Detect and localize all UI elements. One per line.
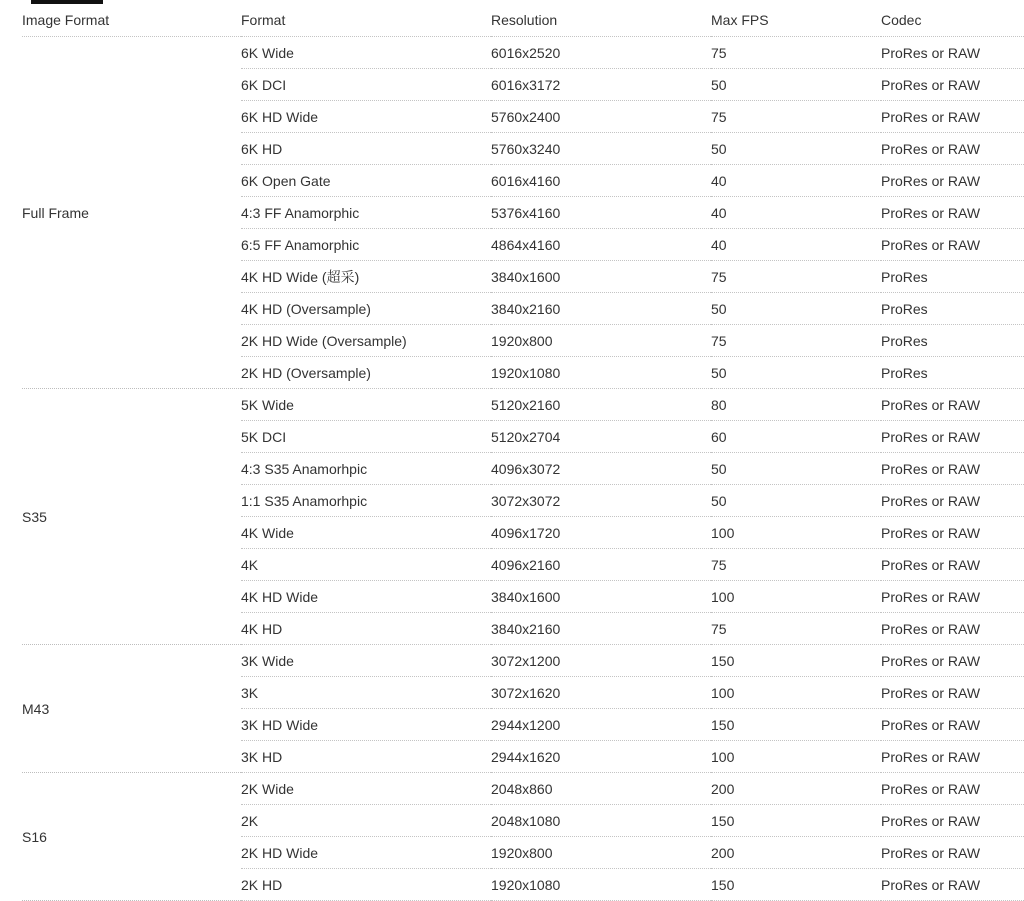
codec-cell: ProRes or RAW (881, 133, 1024, 165)
format-cell: 3K (241, 677, 491, 709)
codec-cell: ProRes or RAW (881, 485, 1024, 517)
resolution-cell: 6016x4160 (491, 165, 711, 197)
max-fps-cell: 50 (711, 293, 881, 325)
codec-cell: ProRes or RAW (881, 389, 1024, 421)
codec-cell: ProRes or RAW (881, 37, 1024, 69)
table-row (22, 37, 1024, 69)
max-fps-cell: 75 (711, 261, 881, 293)
resolution-cell: 1920x1080 (491, 357, 711, 389)
format-cell: 2K HD Wide (241, 837, 491, 869)
max-fps-cell: 40 (711, 229, 881, 261)
codec-cell: ProRes or RAW (881, 613, 1024, 645)
format-cell: 2K (241, 805, 491, 837)
format-cell: 6K DCI (241, 69, 491, 101)
resolution-cell: 3072x1620 (491, 677, 711, 709)
table-row (22, 773, 1024, 805)
resolution-cell: 3840x2160 (491, 293, 711, 325)
max-fps-cell: 40 (711, 165, 881, 197)
table-body (22, 37, 1024, 901)
max-fps-cell: 75 (711, 101, 881, 133)
max-fps-cell: 50 (711, 453, 881, 485)
format-cell: 5K Wide (241, 389, 491, 421)
header-row (22, 4, 1024, 37)
format-cell: 3K Wide (241, 645, 491, 677)
format-cell: 1:1 S35 Anamorhpic (241, 485, 491, 517)
format-cell: 4:3 S35 Anamorhpic (241, 453, 491, 485)
format-cell: 4K HD (241, 613, 491, 645)
image-format-group-cell: Full Frame (22, 37, 241, 389)
resolution-cell: 5760x2400 (491, 101, 711, 133)
format-cell: 4K HD (Oversample) (241, 293, 491, 325)
max-fps-cell: 150 (711, 805, 881, 837)
resolution-cell: 2048x1080 (491, 805, 711, 837)
resolution-cell: 4864x4160 (491, 229, 711, 261)
format-cell: 4K Wide (241, 517, 491, 549)
table-header (22, 4, 1024, 37)
codec-cell: ProRes or RAW (881, 869, 1024, 901)
table-row (22, 645, 1024, 677)
format-cell: 4K HD Wide (241, 581, 491, 613)
image-format-group-cell: M43 (22, 645, 241, 773)
format-cell: 5K DCI (241, 421, 491, 453)
codec-cell: ProRes or RAW (881, 709, 1024, 741)
codec-cell: ProRes or RAW (881, 101, 1024, 133)
codec-cell: ProRes or RAW (881, 645, 1024, 677)
resolution-cell: 3840x1600 (491, 261, 711, 293)
resolution-cell: 5376x4160 (491, 197, 711, 229)
format-cell: 6:5 FF Anamorphic (241, 229, 491, 261)
format-cell: 4K (241, 549, 491, 581)
format-cell: 6K HD Wide (241, 101, 491, 133)
resolution-cell: 3072x1200 (491, 645, 711, 677)
codec-cell: ProRes (881, 357, 1024, 389)
codec-cell: ProRes or RAW (881, 197, 1024, 229)
codec-cell: ProRes or RAW (881, 549, 1024, 581)
format-cell: 3K HD (241, 741, 491, 773)
resolution-cell: 4096x3072 (491, 453, 711, 485)
resolution-cell: 1920x800 (491, 325, 711, 357)
header-codec: Codec (881, 4, 1024, 37)
format-cell: 4K HD Wide (超采) (241, 261, 491, 293)
codec-cell: ProRes or RAW (881, 453, 1024, 485)
codec-cell: ProRes or RAW (881, 517, 1024, 549)
max-fps-cell: 200 (711, 773, 881, 805)
resolution-cell: 5120x2704 (491, 421, 711, 453)
max-fps-cell: 100 (711, 517, 881, 549)
max-fps-cell: 50 (711, 357, 881, 389)
codec-cell: ProRes or RAW (881, 229, 1024, 261)
max-fps-cell: 75 (711, 613, 881, 645)
codec-cell: ProRes or RAW (881, 581, 1024, 613)
max-fps-cell: 150 (711, 869, 881, 901)
max-fps-cell: 100 (711, 677, 881, 709)
header-format: Format (241, 4, 491, 37)
format-cell: 2K Wide (241, 773, 491, 805)
max-fps-cell: 75 (711, 549, 881, 581)
max-fps-cell: 150 (711, 645, 881, 677)
max-fps-cell: 80 (711, 389, 881, 421)
table-row (22, 389, 1024, 421)
format-cell: 3K HD Wide (241, 709, 491, 741)
header-max-fps: Max FPS (711, 4, 881, 37)
max-fps-cell: 100 (711, 581, 881, 613)
image-format-group-cell: S16 (22, 773, 241, 901)
codec-cell: ProRes (881, 293, 1024, 325)
resolution-cell: 4096x1720 (491, 517, 711, 549)
resolution-cell: 3072x3072 (491, 485, 711, 517)
codec-cell: ProRes or RAW (881, 421, 1024, 453)
resolution-cell: 1920x1080 (491, 869, 711, 901)
format-cell: 4:3 FF Anamorphic (241, 197, 491, 229)
max-fps-cell: 50 (711, 69, 881, 101)
max-fps-cell: 40 (711, 197, 881, 229)
max-fps-cell: 60 (711, 421, 881, 453)
resolution-cell: 4096x2160 (491, 549, 711, 581)
codec-cell: ProRes or RAW (881, 837, 1024, 869)
resolution-cell: 2944x1620 (491, 741, 711, 773)
format-cell: 6K Open Gate (241, 165, 491, 197)
image-format-group-cell: S35 (22, 389, 241, 645)
max-fps-cell: 75 (711, 325, 881, 357)
codec-cell: ProRes or RAW (881, 773, 1024, 805)
codec-cell: ProRes (881, 325, 1024, 357)
max-fps-cell: 100 (711, 741, 881, 773)
resolution-cell: 3840x2160 (491, 613, 711, 645)
max-fps-cell: 150 (711, 709, 881, 741)
codec-cell: ProRes or RAW (881, 805, 1024, 837)
codec-cell: ProRes or RAW (881, 677, 1024, 709)
resolution-cell: 1920x800 (491, 837, 711, 869)
image-format-spec-table (22, 4, 1024, 901)
format-cell: 2K HD (241, 869, 491, 901)
max-fps-cell: 75 (711, 37, 881, 69)
resolution-cell: 3840x1600 (491, 581, 711, 613)
max-fps-cell: 50 (711, 133, 881, 165)
codec-cell: ProRes or RAW (881, 165, 1024, 197)
resolution-cell: 2048x860 (491, 773, 711, 805)
resolution-cell: 5760x3240 (491, 133, 711, 165)
codec-cell: ProRes or RAW (881, 741, 1024, 773)
format-cell: 2K HD (Oversample) (241, 357, 491, 389)
resolution-cell: 2944x1200 (491, 709, 711, 741)
format-cell: 2K HD Wide (Oversample) (241, 325, 491, 357)
resolution-cell: 6016x3172 (491, 69, 711, 101)
codec-cell: ProRes or RAW (881, 69, 1024, 101)
max-fps-cell: 50 (711, 485, 881, 517)
header-resolution: Resolution (491, 4, 711, 37)
resolution-cell: 5120x2160 (491, 389, 711, 421)
header-image-format: Image Format (22, 4, 241, 37)
format-cell: 6K HD (241, 133, 491, 165)
max-fps-cell: 200 (711, 837, 881, 869)
codec-cell: ProRes (881, 261, 1024, 293)
resolution-cell: 6016x2520 (491, 37, 711, 69)
format-cell: 6K Wide (241, 37, 491, 69)
